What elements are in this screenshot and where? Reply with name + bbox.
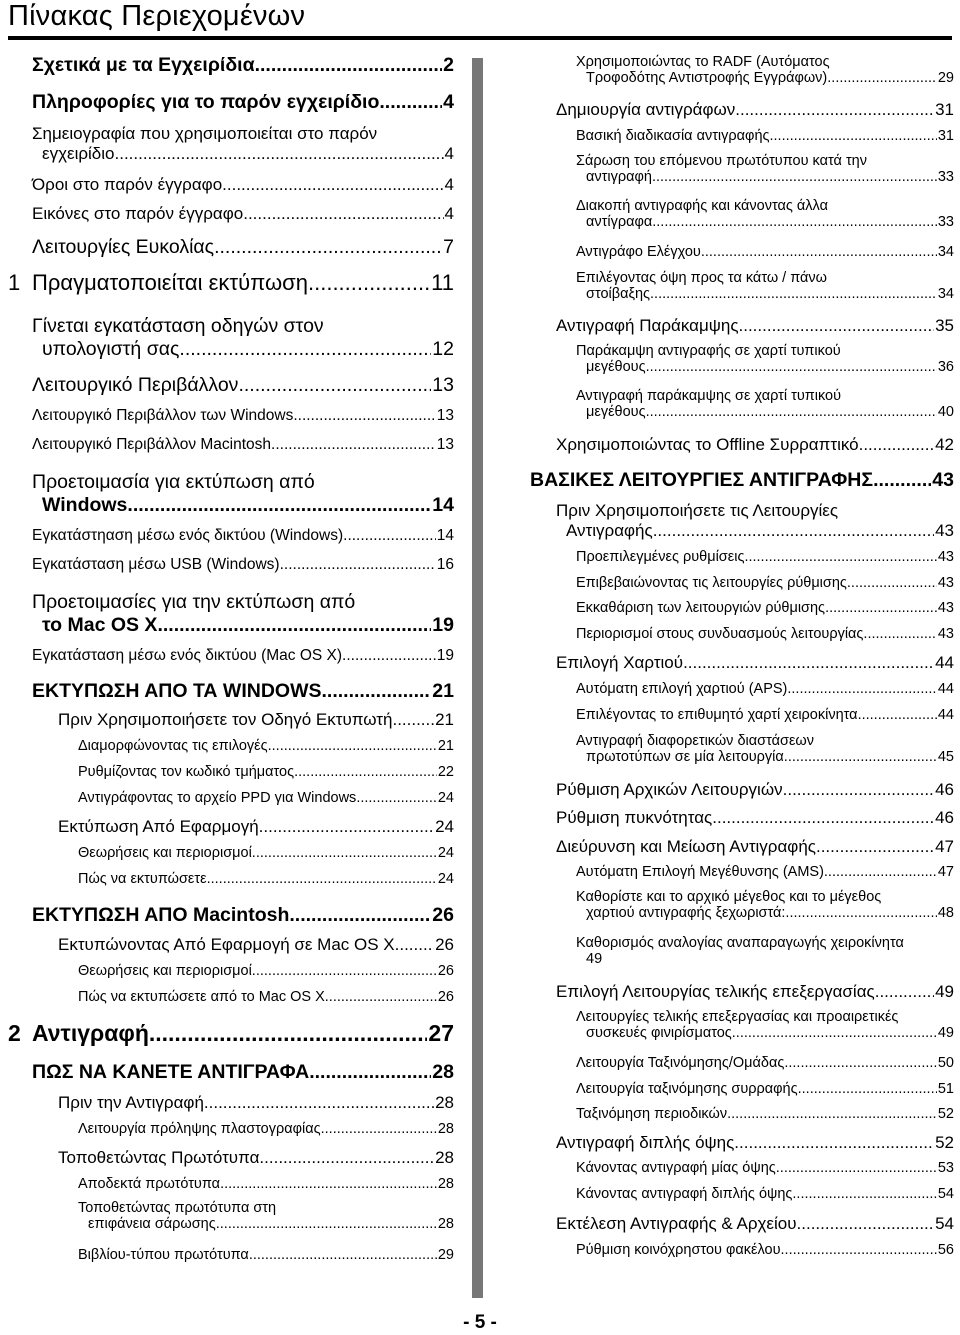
toc-entry[interactable]: Βιβλίου-τύπου πρωτότυπα ..... 29 [8,1247,454,1263]
toc-entry[interactable]: Αντιγράφο Ελέγχου ..... 34 [556,244,954,260]
toc-section-entry[interactable]: ΠΩΣ ΝΑ ΚΑΝΕΤΕ ΑΝΤΙΓΡΑΦΑ ..... 28 [8,1061,454,1084]
toc-entry[interactable]: Περιορισμοί στους συνδυασμούς λειτουργίας ..... 43 [556,626,954,642]
toc-entry[interactable]: Διακοπή αντιγραφής και κάνοντας άλλα αντίγραφα ..... 33 [556,198,954,230]
page-title: Πίνακας Περιεχομένων [8,0,306,32]
toc-entry[interactable]: Επιλογή Λειτουργίας τελικής επεξεργασίας ..... 49 [556,982,954,1002]
toc-entry[interactable]: Προεπιλεγμένες ρυθμίσεις ..... 43 [556,549,954,565]
toc-entry[interactable]: Ρυθμίζοντας τον κωδικό τμήματος ..... 22 [8,764,454,780]
toc-entry[interactable]: Πώς να εκτυπώσετε ..... 24 [8,871,454,887]
toc-entry[interactable]: Δημιουργία αντιγράφων ..... 31 [556,100,954,120]
toc-entry[interactable]: Θεωρήσεις και περιορισμοί ..... 24 [8,845,454,861]
toc-entry[interactable]: Εκτέλεση Αντιγραφής & Αρχείου ..... 54 [556,1214,954,1234]
toc-entry[interactable]: Σχετικά με τα Εγχειρίδια ..... 2 [8,54,454,77]
toc-entry[interactable]: Κάνοντας αντιγραφή διπλής όψης ..... 54 [556,1186,954,1202]
toc-entry[interactable]: Όροι στο παρόν έγγραφο ..... 4 [8,175,454,195]
toc-entry[interactable]: Εγκατάσταση μέσω USB (Windows) ..... 16 [8,556,454,574]
toc-entry[interactable]: Εκτυπώνοντας Από Εφαρμογή σε Mac OS X ..... 26 [8,935,454,955]
toc-entry[interactable]: Χρησιμοποιώντας το Offline Συρραπτικό ..... 42 [556,435,954,455]
chapter-number: 2 [8,1020,21,1046]
toc-entry[interactable]: Προετοιμασίες για την εκτύπωση από το Mac OS X ..... 19 [8,591,454,637]
toc-entry[interactable]: Παράκαμψη αντιγραφής σε χαρτί τυπικού μεγέθους ..... 36 [556,343,954,375]
toc-section-entry[interactable]: ΕΚΤΥΠΩΣΗ ΑΠΟ ΤΑ WINDOWS ..... 21 [8,680,454,703]
toc-entry[interactable]: Καθορίστε και το αρχικό μέγεθος και το μέγεθος χαρτιού αντιγραφής ξεχωριστά: ..... 48 [556,889,954,921]
toc-entry[interactable]: Εκκαθάριση των λειτουργιών ρύθμισης ..... 43 [556,600,954,616]
toc-entry[interactable]: Λειτουργικό Περιβάλλον των Windows ..... 13 [8,407,454,425]
toc-entry[interactable]: Λειτουργίες τελικής επεξεργασίας και προαιρετικές συσκευές φινιρίσματος ..... 49 [556,1009,954,1041]
toc-entry[interactable]: Τοποθετώντας πρωτότυπα στη επιφάνεια σάρωσης ..... 28 [8,1200,454,1232]
toc-section-entry[interactable]: ΒΑΣΙΚΕΣ ΛΕΙΤΟΥΡΓΙΕΣ ΑΝΤΙΓΡΑΦΗΣ ..... 43 [530,469,954,492]
toc-entry[interactable]: Ρύθμιση Αρχικών Λειτουργιών ..... 46 [556,780,954,800]
toc-entry[interactable]: Λειτουργία ταξινόμησης συρραφής ..... 51 [556,1081,954,1097]
toc-entry[interactable]: Κάνοντας αντιγραφή μίας όψης ..... 53 [556,1160,954,1176]
toc-entry[interactable]: Αποδεκτά πρωτότυπα ..... 28 [8,1176,454,1192]
toc-entry[interactable]: Αντιγραφή διπλής όψης ..... 52 [556,1133,954,1153]
toc-entry[interactable]: Ταξινόμηση περιοδικών ..... 52 [556,1106,954,1122]
toc-entry[interactable]: Αντιγραφή παράκαμψης σε χαρτί τυπικού μεγέθους ..... 40 [556,388,954,420]
toc-entry[interactable]: Γίνεται εγκατάσταση οδηγών στον υπολογιστή σας ..... 12 [8,315,454,361]
toc-entry[interactable]: Εικόνες στο παρόν έγγραφο ..... 4 [8,204,454,224]
toc-entry[interactable]: Διαμορφώνοντας τις επιλογές ..... 21 [8,738,454,754]
toc-entry[interactable]: Επιβεβαιώνοντας τις λειτουργίες ρύθμισης ..... 43 [556,575,954,591]
toc-entry[interactable]: Εγκατάσταση μέσω ενός δικτύου (Mac OS X) ..... 19 [8,647,454,665]
toc-entry[interactable]: Επιλέγοντας όψη προς τα κάτω / πάνω στοίβαξης ..... 34 [556,270,954,302]
toc-entry[interactable]: Αντιγράφοντας το αρχείο PPD για Windows ..... 24 [8,790,454,806]
toc-section-entry[interactable]: ΕΚΤΥΠΩΣΗ ΑΠΟ Macintosh ..... 26 [8,904,454,927]
title-rule [8,36,952,40]
toc-entry[interactable]: Πριν Χρησιμοποιήσετε τον Οδηγό Εκτυπωτή ..... 21 [8,710,454,730]
toc-entry[interactable]: Επιλογή Χαρτιού ..... 44 [556,653,954,673]
toc-entry[interactable]: Λειτουργικό Περιβάλλον Macintosh ..... 13 [8,436,454,454]
toc-entry[interactable]: Διεύρυνση και Μείωση Αντιγραφής ..... 47 [556,837,954,857]
toc-entry[interactable]: Λειτουργία πρόληψης πλαστογραφίας ..... 28 [8,1121,454,1137]
toc-entry[interactable]: Ρύθμιση πυκνότητας ..... 46 [556,808,954,828]
toc-entry[interactable]: Εγκατάστηαση μέσω ενός δικτύου (Windows) ..... 14 [8,527,454,545]
toc-entry[interactable]: Βασική διαδικασία αντιγραφής ..... 31 [556,128,954,144]
toc-entry[interactable]: Πριν Χρησιμοποιήσετε τις Λειτουργίες Αντιγραφής ..... 43 [556,501,954,541]
chapter-number: 1 [8,270,21,295]
toc-entry[interactable]: Πώς να εκτυπώσετε από το Mac OS X ..... 26 [8,989,454,1005]
toc-entry[interactable]: Πριν την Αντιγραφή ..... 28 [8,1093,454,1113]
toc-entry[interactable]: Αντιγραφή Παράκαμψης ..... 35 [556,316,954,336]
toc-entry[interactable]: Τοποθετώντας Πρωτότυπα ..... 28 [8,1148,454,1168]
toc-entry[interactable]: Ρύθμιση κοινόχρηστου φακέλου ..... 56 [556,1242,954,1258]
toc-entry[interactable]: Χρησιμοποιώντας το RADF (Αυτόματος Τροφοδότης Αντιστροφής Εγγράφων) ..... 29 [556,54,954,86]
toc-entry[interactable]: Λειτουργία Ταξινόμησης/Ομάδας ..... 50 [556,1055,954,1071]
toc-entry[interactable]: Σημειογραφία που χρησιμοποιείται στο παρόν εγχειρίδιο ..... 4 [8,124,454,164]
toc-entry[interactable]: Προετοιμασία για εκτύπωση από Windows ..... 14 [8,471,454,517]
page-number: - 5 - [463,1312,497,1333]
toc-chapter-entry[interactable]: 1 Πραγματοποιείται εκτύπωση ..... 11 [8,270,454,296]
toc-entry[interactable]: Επιλέγοντας το επιθυμητό χαρτί χειροκίνητα ..... 44 [556,707,954,723]
toc-entry[interactable]: Λειτουργικό Περιβάλλον ..... 13 [8,374,454,397]
toc-entry[interactable]: Σάρωση του επόμενου πρωτότυπου κατά την αντιγραφή ..... 33 [556,153,954,185]
toc-entry[interactable]: Εκτύπωση Από Εφαρμογή ..... 24 [8,817,454,837]
toc-entry[interactable]: Πληροφορίες για το παρόν εγχειρίδιο ..... 4 [8,91,454,114]
toc-entry[interactable]: Αυτόματη Επιλογή Μεγέθυνσης (AMS) ..... 47 [556,864,954,880]
toc-entry[interactable]: Καθορισμός αναλογίας αναπαραγωγής χειροκίνητα 49 [576,935,904,967]
toc-chapter-entry[interactable]: 2 Αντιγραφή ..... 27 [8,1020,454,1047]
column-divider [472,58,483,1298]
toc-entry[interactable]: Λειτουργίες Ευκολίας ..... 7 [8,236,454,259]
toc-entry[interactable]: Θεωρήσεις και περιορισμοί ..... 26 [8,963,454,979]
toc-entry[interactable]: Αντιγραφή διαφορετικών διαστάσεων πρωτοτύπων σε μία λειτουργία ..... 45 [556,733,954,765]
toc-entry[interactable]: Αυτόματη επιλογή χαρτιού (APS) ..... 44 [556,681,954,697]
